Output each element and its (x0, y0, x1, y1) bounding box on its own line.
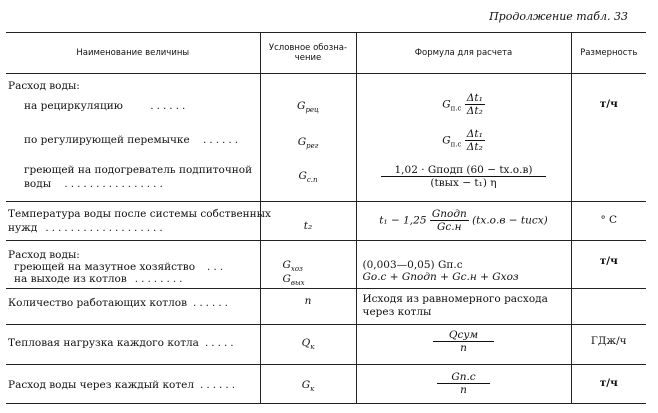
symbol-sub: к (310, 343, 315, 352)
table-header-row (6, 33, 646, 74)
formula: $\frac{Gп.с}{n}$ (356, 369, 571, 403)
formula: (0,003—0,05) Gп.с (362, 258, 463, 271)
formula: $\frac{\text{Qсум}}{n}$ (356, 325, 571, 365)
symbol: n (260, 289, 356, 325)
header-name: Наименование величины (6, 33, 260, 74)
leader-dots: ................ (64, 178, 166, 190)
table-row (6, 206, 646, 240)
unit: т/ч (571, 245, 646, 289)
table-row (6, 289, 646, 325)
row-label: греющей на подогреватель подпиточной (24, 164, 253, 176)
formula: Gо.с + Gподп + Gс.н + Gхоз (362, 270, 519, 283)
unit (571, 289, 646, 325)
symbol-sub: рег (306, 142, 319, 151)
symbol: G (298, 170, 307, 182)
row-label: на выходе из котлов (14, 272, 127, 285)
leader-dots: ... (207, 260, 227, 273)
header-symbol: Условное обозна-чение (260, 33, 356, 74)
row-label: греющей на мазутное хозяйство (14, 260, 196, 273)
leader-dots: ...... (150, 100, 189, 112)
unit: ° C (571, 206, 646, 240)
row-label: на рециркуляцию (24, 100, 123, 112)
row-label: воды (24, 178, 52, 190)
symbol: G (282, 272, 291, 285)
row-label: Расход воды через каждый котел (8, 379, 195, 391)
symbol-sub: хоз (290, 264, 303, 273)
symbol-sub: к (310, 385, 315, 394)
row-title: Расход воды: (8, 248, 80, 261)
row-label: Количество работающих котлов (8, 297, 187, 309)
formula: $\frac{\text{1,02 · Gподп (60 − tх.о.в)}}{\text{(tвых − t₁) η}}$ (357, 164, 571, 189)
table-row (6, 245, 646, 289)
leader-dots: ...... (200, 379, 239, 391)
row-label: по регулирующей перемычке (24, 134, 190, 146)
formula: t₁ − 1,25 $\frac{\text{Gподп}}{Gс.н}$ (tх.о.в − tисх) (356, 206, 571, 240)
symbol: Q (301, 337, 311, 349)
formula: $G_{п.с}$ $\frac{\text{Δt₁}}{\text{Δt₂}}$ (442, 92, 483, 117)
formula: $G_{п.с}$ $\frac{\text{Δt₁}}{\text{Δt₂}}$ (442, 128, 483, 153)
leader-dots: ...... (192, 297, 232, 309)
symbol-sub: с.п (306, 176, 318, 185)
symbol: G (301, 379, 311, 391)
continuation-caption: Продолжение табл. 33 (489, 10, 628, 23)
formula-table (6, 32, 646, 404)
leader-dots: ..... (204, 337, 237, 349)
table-row (6, 74, 646, 202)
symbol-sub: вых (290, 278, 305, 287)
symbol: G (297, 100, 306, 112)
leader-dots: ...... (203, 134, 242, 146)
header-unit: Размерность (571, 33, 646, 74)
unit: т/ч (571, 369, 646, 403)
symbol: G (282, 258, 291, 271)
leader-dots: ........ (134, 272, 186, 285)
symbol: G (297, 136, 307, 148)
header-formula: Формула для расчета (356, 33, 571, 74)
unit: т/ч (571, 74, 646, 202)
unit: ГДж/ч (571, 325, 646, 365)
table-row (6, 369, 646, 403)
formula: Исходя из равномерного расхода через котлы (356, 289, 571, 325)
table-row (6, 325, 646, 365)
row-label: Тепловая нагрузка каждого котла (8, 337, 199, 349)
symbol-sub: рец (305, 106, 319, 115)
row-label: нужд (8, 222, 38, 234)
row-title: Расход воды: (8, 80, 80, 92)
leader-dots: ................... (45, 222, 166, 234)
row-label: Температура воды после системы собственных (8, 208, 271, 220)
symbol: t₂ (260, 206, 356, 240)
